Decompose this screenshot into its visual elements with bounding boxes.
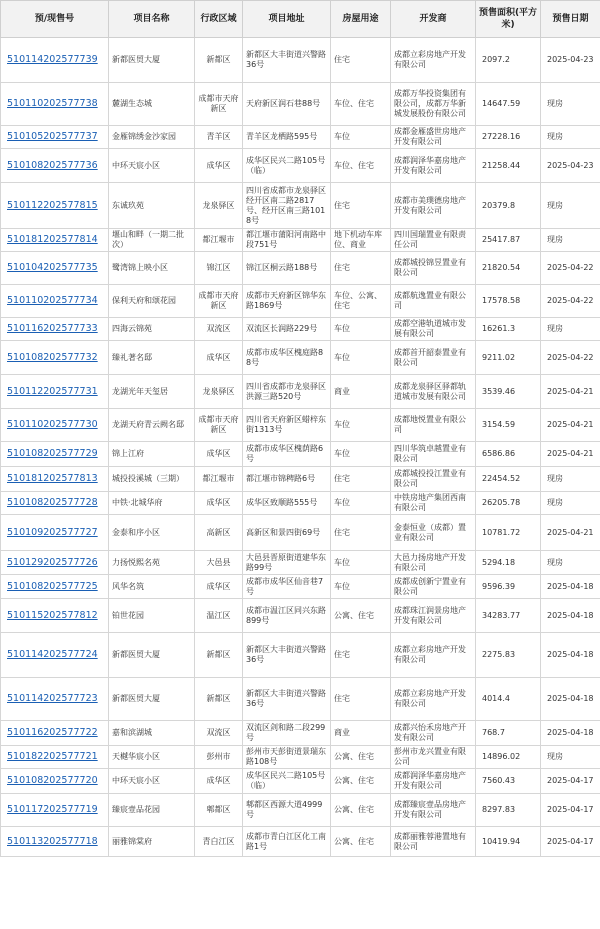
area: 21258.44 — [476, 149, 541, 183]
area: 14896.02 — [476, 746, 541, 769]
area: 20379.8 — [476, 183, 541, 229]
developer: 成都丽雅蓉港置地有限公司 — [391, 827, 476, 857]
permit-link[interactable]: 510109202577727 — [1, 515, 109, 551]
developer: 金泰恒业（成都）置业有限公司 — [391, 515, 476, 551]
table-row — [1, 492, 600, 515]
use: 公寓、住宅 — [331, 769, 391, 794]
area: 21820.54 — [476, 252, 541, 285]
use: 车位 — [331, 409, 391, 442]
project-name: 堰山和畔（一期二批次） — [109, 229, 195, 252]
developer: 成都金雁盛世房地产开发有限公司 — [391, 126, 476, 149]
use: 住宅 — [331, 252, 391, 285]
developer: 成都航逸置业有限公司 — [391, 285, 476, 318]
table-row — [1, 678, 600, 721]
developer: 四川国瑞置业有限责任公司 — [391, 229, 476, 252]
table-row — [1, 318, 600, 341]
permit-link[interactable]: 510181202577813 — [1, 467, 109, 492]
header-address: 项目地址 — [243, 1, 331, 38]
table-row — [1, 83, 600, 126]
permit-link[interactable]: 510112202577815 — [1, 183, 109, 229]
project-name: 鹭湾锦上映小区 — [109, 252, 195, 285]
date: 现房 — [541, 492, 600, 515]
project-name: 麓湖生态城 — [109, 83, 195, 126]
district: 成华区 — [195, 442, 243, 467]
district: 都江堰市 — [195, 229, 243, 252]
date: 2025-04-21 — [541, 442, 600, 467]
date: 2025-04-18 — [541, 575, 600, 599]
developer: 成都兴怡禾房地产开发有限公司 — [391, 721, 476, 746]
table-row — [1, 746, 600, 769]
area: 3154.59 — [476, 409, 541, 442]
permit-link[interactable]: 510108202577720 — [1, 769, 109, 794]
area: 3539.46 — [476, 375, 541, 409]
permit-link[interactable]: 510108202577728 — [1, 492, 109, 515]
address: 成都市青白江区化工南路1号 — [243, 827, 331, 857]
address: 四川省天府新区蜡梓东街1313号 — [243, 409, 331, 442]
table-row — [1, 149, 600, 183]
project-name: 金泰和序小区 — [109, 515, 195, 551]
table-row — [1, 375, 600, 409]
permit-link[interactable]: 510105202577737 — [1, 126, 109, 149]
use: 车位 — [331, 442, 391, 467]
use: 车位 — [331, 575, 391, 599]
area: 34283.77 — [476, 599, 541, 633]
district: 成华区 — [195, 149, 243, 183]
address: 彭州市天彭街道景瑞东路108号 — [243, 746, 331, 769]
address: 高新区和景四街69号 — [243, 515, 331, 551]
project-name: 锦上江府 — [109, 442, 195, 467]
date: 2025-04-22 — [541, 285, 600, 318]
table-row — [1, 721, 600, 746]
table-row — [1, 341, 600, 375]
district: 温江区 — [195, 599, 243, 633]
project-name: 嘉和滨湖城 — [109, 721, 195, 746]
date: 2025-04-18 — [541, 678, 600, 721]
district: 郫都区 — [195, 794, 243, 827]
permit-link[interactable]: 510108202577732 — [1, 341, 109, 375]
project-name: 风华名筑 — [109, 575, 195, 599]
date: 2025-04-18 — [541, 721, 600, 746]
use: 车位、住宅 — [331, 149, 391, 183]
developer: 中铁房地产集团西南有限公司 — [391, 492, 476, 515]
table-row — [1, 442, 600, 467]
table-row — [1, 183, 600, 229]
address: 成都市天府新区锦华东路1869号 — [243, 285, 331, 318]
district: 新都区 — [195, 633, 243, 678]
use: 车位 — [331, 492, 391, 515]
date: 现房 — [541, 126, 600, 149]
address: 新都区大丰街道兴警路36号 — [243, 633, 331, 678]
use: 公寓、住宅 — [331, 794, 391, 827]
table-row — [1, 633, 600, 678]
date: 2025-04-17 — [541, 827, 600, 857]
developer: 成都立彩房地产开发有限公司 — [391, 633, 476, 678]
address: 大邑县晋原街道建华东路99号 — [243, 551, 331, 575]
area: 768.7 — [476, 721, 541, 746]
developer: 成都立彩房地产开发有限公司 — [391, 678, 476, 721]
date: 2025-04-21 — [541, 515, 600, 551]
permit-link[interactable]: 510115202577812 — [1, 599, 109, 633]
address: 都江堰市蒲阳河南路中段751号 — [243, 229, 331, 252]
district: 成华区 — [195, 575, 243, 599]
developer: 成都立彩房地产开发有限公司 — [391, 38, 476, 83]
use: 住宅 — [331, 38, 391, 83]
table-row — [1, 467, 600, 492]
header-permit-no: 预/现售号 — [1, 1, 109, 38]
area: 8297.83 — [476, 794, 541, 827]
date: 2025-04-22 — [541, 252, 600, 285]
permit-link[interactable]: 510108202577725 — [1, 575, 109, 599]
address: 新都区大丰街道兴警路36号 — [243, 678, 331, 721]
area: 10781.72 — [476, 515, 541, 551]
developer: 四川华筑卓越置业有限公司 — [391, 442, 476, 467]
district: 成都市天府新区 — [195, 83, 243, 126]
date: 现房 — [541, 83, 600, 126]
district: 青白江区 — [195, 827, 243, 857]
table-row — [1, 551, 600, 575]
project-name: 天樾华宸小区 — [109, 746, 195, 769]
project-name: 力扬悦熙名苑 — [109, 551, 195, 575]
district: 新都区 — [195, 38, 243, 83]
developer: 成都万华投资集团有限公司，成都万华新城发展股份有限公司 — [391, 83, 476, 126]
developer: 成都珠江润景房地产开发有限公司 — [391, 599, 476, 633]
district: 彭州市 — [195, 746, 243, 769]
address: 成都市成华区槐荫路6号 — [243, 442, 331, 467]
table-row — [1, 126, 600, 149]
permit-link[interactable]: 510112202577731 — [1, 375, 109, 409]
table-row — [1, 827, 600, 857]
address: 天府新区润石巷88号 — [243, 83, 331, 126]
header-developer: 开发商 — [391, 1, 476, 38]
area: 10419.94 — [476, 827, 541, 857]
developer: 成都首开韶泰置业有限公司 — [391, 341, 476, 375]
table-row — [1, 252, 600, 285]
district: 双流区 — [195, 721, 243, 746]
address: 双流区剑和路二段299号 — [243, 721, 331, 746]
developer: 成都城投投江置业有限公司 — [391, 467, 476, 492]
project-name: 龙湖光年天玺居 — [109, 375, 195, 409]
project-name: 新都医贸大厦 — [109, 678, 195, 721]
area: 9211.02 — [476, 341, 541, 375]
district: 成都市天府新区 — [195, 409, 243, 442]
district: 高新区 — [195, 515, 243, 551]
permit-link[interactable]: 510182202577721 — [1, 746, 109, 769]
area: 5294.18 — [476, 551, 541, 575]
area: 2097.2 — [476, 38, 541, 83]
district: 成华区 — [195, 769, 243, 794]
address: 锦江区桐云路188号 — [243, 252, 331, 285]
table-row — [1, 229, 600, 252]
district: 龙泉驿区 — [195, 375, 243, 409]
address: 四川省成都市龙泉驿区洪源三路520号 — [243, 375, 331, 409]
developer: 成都润泽华嘉房地产开发有限公司 — [391, 769, 476, 794]
project-name: 中铁·北城华府 — [109, 492, 195, 515]
developer: 成都城投锦昱置业有限公司 — [391, 252, 476, 285]
district: 新都区 — [195, 678, 243, 721]
table-row — [1, 409, 600, 442]
use: 住宅 — [331, 467, 391, 492]
use: 公寓、住宅 — [331, 599, 391, 633]
project-name: 龙湖天府青云阙名邸 — [109, 409, 195, 442]
header-project-name: 项目名称 — [109, 1, 195, 38]
date: 2025-04-23 — [541, 38, 600, 83]
district: 都江堰市 — [195, 467, 243, 492]
project-name: 新都医贸大厦 — [109, 38, 195, 83]
address: 青羊区龙栖路595号 — [243, 126, 331, 149]
table-row — [1, 285, 600, 318]
developer: 成都龙泉驿区驿都轨道城市发展有限公司 — [391, 375, 476, 409]
address: 双流区长润路229号 — [243, 318, 331, 341]
permit-link[interactable]: 510114202577724 — [1, 633, 109, 678]
project-name: 四海云锦苑 — [109, 318, 195, 341]
district: 成华区 — [195, 492, 243, 515]
permit-link[interactable]: 510108202577729 — [1, 442, 109, 467]
address: 都江堰市锦稗路6号 — [243, 467, 331, 492]
header-use: 房屋用途 — [331, 1, 391, 38]
permit-link[interactable]: 510113202577718 — [1, 827, 109, 857]
project-name: 金雁锦绣金沙家园 — [109, 126, 195, 149]
use: 车位 — [331, 551, 391, 575]
use: 住宅 — [331, 633, 391, 678]
permit-link[interactable]: 510116202577733 — [1, 318, 109, 341]
permit-link[interactable]: 510114202577739 — [1, 38, 109, 83]
developer: 成都空港轨道城市发展有限公司 — [391, 318, 476, 341]
developer: 成都地悦置业有限公司 — [391, 409, 476, 442]
header-date: 预售日期 — [541, 1, 600, 38]
developer: 彭州市龙兴置业有限公司 — [391, 746, 476, 769]
permit-link[interactable]: 510181202577814 — [1, 229, 109, 252]
project-name: 丽雅锦棠府 — [109, 827, 195, 857]
address: 郫都区西源大道4999号 — [243, 794, 331, 827]
area: 4014.4 — [476, 678, 541, 721]
use: 住宅 — [331, 183, 391, 229]
permit-link[interactable]: 510104202577735 — [1, 252, 109, 285]
date: 现房 — [541, 467, 600, 492]
date: 现房 — [541, 551, 600, 575]
project-name: 臻礼著名邸 — [109, 341, 195, 375]
date: 2025-04-17 — [541, 794, 600, 827]
project-name: 城投投溪城（三期） — [109, 467, 195, 492]
table-row — [1, 38, 600, 83]
area: 26205.78 — [476, 492, 541, 515]
date: 现房 — [541, 183, 600, 229]
area: 6586.86 — [476, 442, 541, 467]
table-row — [1, 575, 600, 599]
use: 车位 — [331, 126, 391, 149]
address: 新都区大丰街道兴警路36号 — [243, 38, 331, 83]
developer: 大邑力扬房地产开发有限公司 — [391, 551, 476, 575]
permit-link[interactable]: 510117202577719 — [1, 794, 109, 827]
district: 双流区 — [195, 318, 243, 341]
area: 17578.58 — [476, 285, 541, 318]
district: 成华区 — [195, 341, 243, 375]
district: 大邑县 — [195, 551, 243, 575]
address: 成都市温江区同兴东路899号 — [243, 599, 331, 633]
developer: 成都市美璞德房地产开发有限公司 — [391, 183, 476, 229]
permit-link[interactable]: 510110202577734 — [1, 285, 109, 318]
use: 商业 — [331, 375, 391, 409]
address: 成华区民兴二路105号（临） — [243, 149, 331, 183]
use: 公寓、住宅 — [331, 827, 391, 857]
date: 现房 — [541, 229, 600, 252]
use: 车位 — [331, 341, 391, 375]
date: 2025-04-21 — [541, 375, 600, 409]
date: 2025-04-21 — [541, 409, 600, 442]
use: 地下机动车库位、商业 — [331, 229, 391, 252]
table-row — [1, 794, 600, 827]
header-area: 预售面积(平方米) — [476, 1, 541, 38]
permit-link[interactable]: 510114202577723 — [1, 678, 109, 721]
district: 龙泉驿区 — [195, 183, 243, 229]
developer: 成都润泽华嘉房地产开发有限公司 — [391, 149, 476, 183]
area: 7560.43 — [476, 769, 541, 794]
area: 25417.87 — [476, 229, 541, 252]
area: 2275.83 — [476, 633, 541, 678]
address: 成都市成华区仙音巷7号 — [243, 575, 331, 599]
use: 住宅 — [331, 678, 391, 721]
address: 成华区致顺路555号 — [243, 492, 331, 515]
area: 27228.16 — [476, 126, 541, 149]
date: 2025-04-18 — [541, 633, 600, 678]
area: 9596.39 — [476, 575, 541, 599]
use: 公寓、住宅 — [331, 746, 391, 769]
developer: 成都臻宸壹品房地产开发有限公司 — [391, 794, 476, 827]
address: 成华区民兴二路105号（临） — [243, 769, 331, 794]
table-row — [1, 769, 600, 794]
permit-link[interactable]: 510110202577738 — [1, 83, 109, 126]
table-row — [1, 599, 600, 633]
area: 16261.3 — [476, 318, 541, 341]
date: 2025-04-17 — [541, 769, 600, 794]
project-name: 中环天宸小区 — [109, 149, 195, 183]
use: 商业 — [331, 721, 391, 746]
project-name: 保利天府和颂花园 — [109, 285, 195, 318]
project-name: 臻宸壹品花园 — [109, 794, 195, 827]
date: 2025-04-23 — [541, 149, 600, 183]
developer: 成都成创新宁置业有限公司 — [391, 575, 476, 599]
permit-link[interactable]: 510108202577736 — [1, 149, 109, 183]
table-header-row — [1, 1, 600, 38]
area: 22454.52 — [476, 467, 541, 492]
date: 2025-04-18 — [541, 599, 600, 633]
project-name: 东诚玖苑 — [109, 183, 195, 229]
address: 成都市成华区槐庭路88号 — [243, 341, 331, 375]
area: 14647.59 — [476, 83, 541, 126]
date: 2025-04-22 — [541, 341, 600, 375]
date: 现房 — [541, 318, 600, 341]
header-district: 行政区域 — [195, 1, 243, 38]
table-row — [1, 515, 600, 551]
district: 成都市天府新区 — [195, 285, 243, 318]
project-name: 新都医贸大厦 — [109, 633, 195, 678]
project-name: 中环天宸小区 — [109, 769, 195, 794]
project-name: 铂世花园 — [109, 599, 195, 633]
use: 住宅 — [331, 515, 391, 551]
permit-link[interactable]: 510129202577726 — [1, 551, 109, 575]
use: 车位 — [331, 318, 391, 341]
date: 现房 — [541, 746, 600, 769]
use: 车位、住宅 — [331, 83, 391, 126]
district: 锦江区 — [195, 252, 243, 285]
permit-link[interactable]: 510116202577722 — [1, 721, 109, 746]
district: 青羊区 — [195, 126, 243, 149]
address: 四川省成都市龙泉驿区经开区南二路2817号、经开区南三路1018号 — [243, 183, 331, 229]
permit-link[interactable]: 510110202577730 — [1, 409, 109, 442]
use: 车位、公寓、住宅 — [331, 285, 391, 318]
